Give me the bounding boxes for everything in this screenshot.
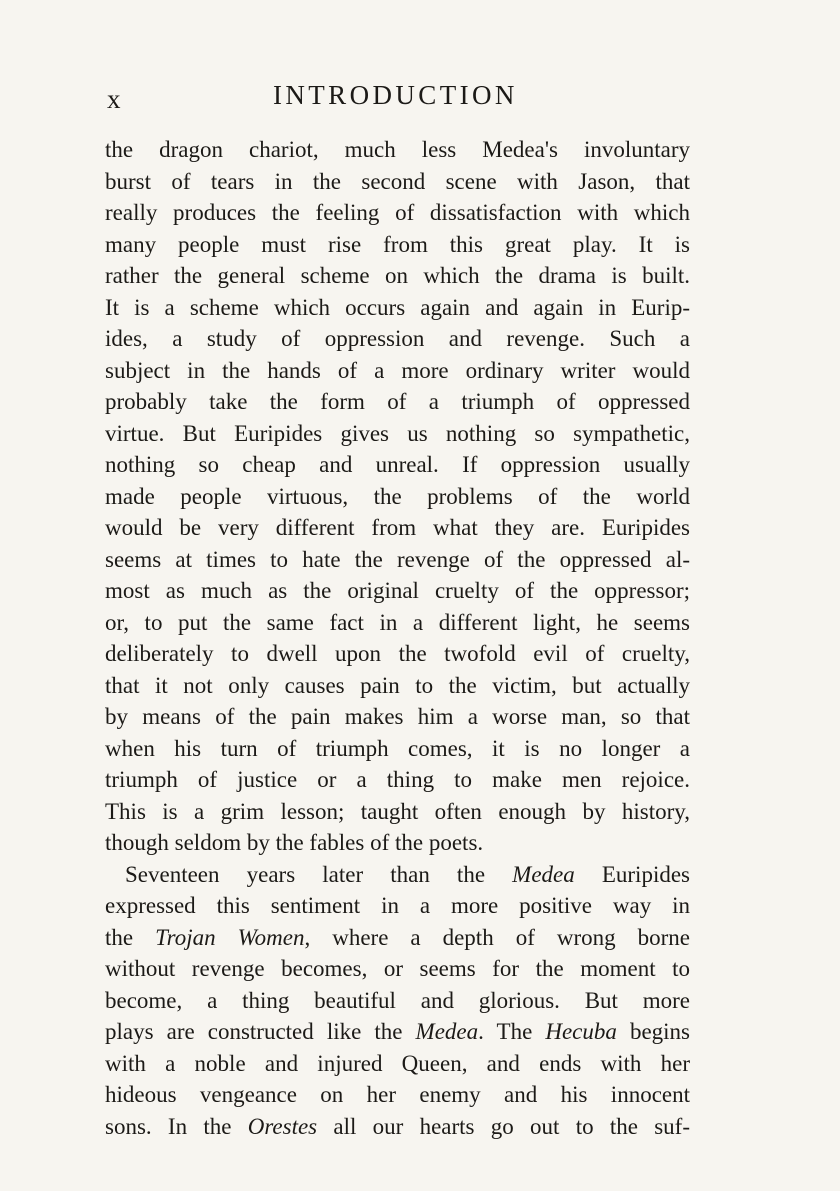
text-run: . The bbox=[478, 1019, 546, 1044]
text-run: with a noble and injured Queen, and ends with her bbox=[105, 1050, 690, 1076]
text-line bbox=[105, 197, 690, 229]
text-run: though seldom by the fables of the poets. bbox=[105, 830, 484, 855]
text-run: that it not only causes pain to the victim, but actually bbox=[105, 672, 690, 698]
text-line bbox=[105, 292, 690, 324]
text-run: or, to put the same fact in a different light, he seems bbox=[105, 609, 690, 635]
text-run: deliberately to dwell upon the twofold evil of cruelty, bbox=[105, 641, 690, 666]
text-run: burst of tears in the second scene with Jason, that bbox=[105, 168, 690, 194]
text-run: without revenge becomes, or seems for the moment to bbox=[105, 956, 690, 981]
text-run: It is a scheme which occurs again and again in Eurip- bbox=[105, 294, 690, 320]
page-number: x bbox=[107, 84, 122, 114]
text-line bbox=[105, 638, 690, 670]
text-run: become, a thing beautiful and glorious. But more bbox=[105, 987, 690, 1013]
text-run: really produces the feeling of dissatisfaction with which bbox=[105, 200, 690, 225]
text-line bbox=[105, 859, 690, 891]
text-run: begins bbox=[616, 1019, 690, 1044]
text-run: sons. In the bbox=[105, 1113, 248, 1139]
text-run: hideous vengeance on her enemy and his innocent bbox=[105, 1082, 690, 1107]
text-run: virtue. But Euripides gives us nothing so sympathetic, bbox=[105, 420, 690, 446]
text-line bbox=[105, 701, 690, 733]
text-run: many people must rise from this great play. It is bbox=[105, 231, 690, 257]
text-run: the dragon chariot, much less Medea's involuntary bbox=[105, 137, 690, 162]
text-line bbox=[105, 134, 690, 166]
text-run: when his turn of triumph comes, it is no longer a bbox=[105, 735, 690, 761]
text-line bbox=[105, 764, 690, 796]
text-run: would be very different from what they are. Euripides bbox=[105, 515, 690, 540]
text-line bbox=[105, 1048, 690, 1080]
text-line bbox=[105, 1079, 690, 1111]
italic-title: Orestes bbox=[247, 1113, 318, 1139]
text-run: plays are constructed like the bbox=[105, 1019, 416, 1044]
text-run: Seventeen years later than the bbox=[125, 861, 513, 887]
text-run: nothing so cheap and unreal. If oppression usually bbox=[105, 452, 690, 477]
body-text bbox=[105, 134, 690, 1142]
text-line bbox=[105, 386, 690, 418]
text-line bbox=[105, 481, 690, 513]
text-line bbox=[105, 260, 690, 292]
text-line bbox=[105, 449, 690, 481]
text-line bbox=[105, 1016, 690, 1048]
italic-title: Medea bbox=[512, 861, 575, 887]
text-line bbox=[105, 827, 690, 859]
text-run: by means of the pain makes him a worse man, so that bbox=[105, 704, 690, 729]
text-run: all our hearts go out to the suf- bbox=[317, 1113, 690, 1139]
text-run: seems at times to hate the revenge of the oppressed al- bbox=[105, 546, 690, 572]
text-line bbox=[105, 544, 690, 576]
text-run: probably take the form of a triumph of oppressed bbox=[105, 389, 690, 414]
text-line bbox=[105, 953, 690, 985]
text-line bbox=[105, 1111, 690, 1143]
text-run: expressed this sentiment in a more positive way in bbox=[105, 893, 690, 918]
text-line bbox=[105, 985, 690, 1017]
text-line bbox=[105, 229, 690, 261]
page-header bbox=[105, 80, 690, 120]
text-line bbox=[105, 796, 690, 828]
text-line bbox=[105, 922, 690, 954]
text-run: This is a grim lesson; taught often enough by history, bbox=[105, 798, 690, 824]
text-line bbox=[105, 418, 690, 450]
italic-title: Medea bbox=[415, 1019, 479, 1044]
text-line bbox=[105, 890, 690, 922]
italic-title: Trojan Women bbox=[155, 924, 305, 950]
text-run: most as much as the original cruelty of the oppressor; bbox=[105, 578, 690, 603]
text-line bbox=[105, 512, 690, 544]
text-line bbox=[105, 575, 690, 607]
italic-title: Hecuba bbox=[545, 1019, 617, 1044]
text-line bbox=[105, 733, 690, 765]
text-run: subject in the hands of a more ordinary writer would bbox=[105, 357, 690, 383]
running-title: INTRODUCTION bbox=[273, 80, 518, 110]
text-run: , where a depth of wrong borne bbox=[304, 924, 690, 950]
text-run: made people virtuous, the problems of the world bbox=[105, 483, 690, 509]
text-line bbox=[105, 607, 690, 639]
text-run: triumph of justice or a thing to make men rejoice. bbox=[105, 767, 690, 792]
text-run: the bbox=[105, 924, 156, 950]
text-run: Euripides bbox=[574, 861, 690, 887]
text-run: ides, a study of oppression and revenge. Such a bbox=[105, 326, 690, 351]
text-line bbox=[105, 355, 690, 387]
text-line bbox=[105, 323, 690, 355]
text-run: rather the general scheme on which the drama is built. bbox=[105, 263, 690, 288]
text-line bbox=[105, 166, 690, 198]
text-line bbox=[105, 670, 690, 702]
